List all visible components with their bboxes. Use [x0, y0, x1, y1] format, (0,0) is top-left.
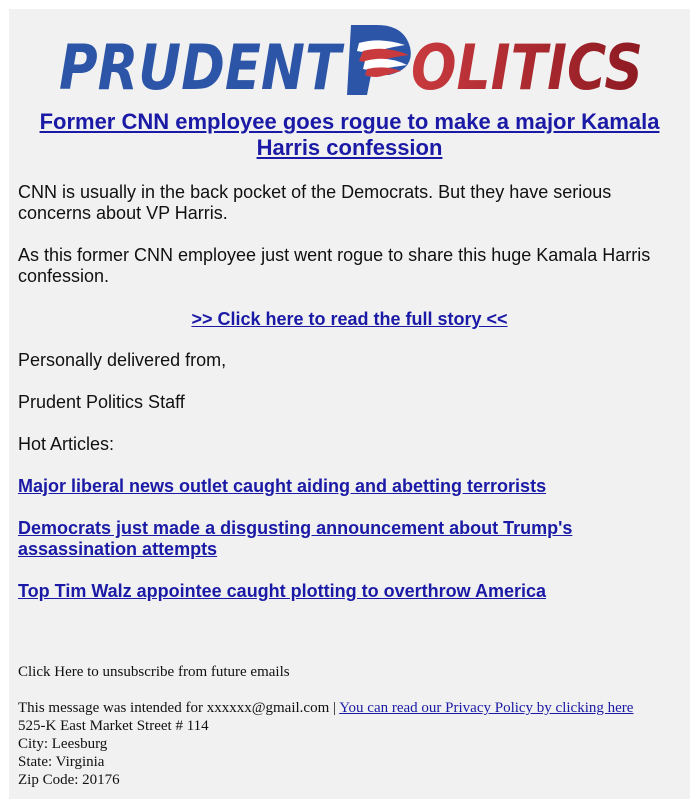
zip-line: Zip Code: 20176 — [18, 772, 120, 788]
delivered-from-text: Personally delivered from, — [18, 350, 227, 370]
prudent-politics-logo[interactable] — [59, 17, 659, 105]
intended-recipient-line — [18, 699, 680, 717]
logo-p-flag-icon — [347, 25, 411, 95]
signature-text: Prudent Politics Staff — [18, 392, 185, 412]
city-line: City: Leesburg — [18, 736, 108, 752]
address-line: 525-K East Market Street # 114 — [18, 718, 209, 734]
hot-article-link-3[interactable]: Top Tim Walz appointee caught plotting to overthrow America — [18, 581, 547, 601]
hot-article-link-1[interactable]: Major liberal news outlet caught aiding and abetting terrorists — [18, 476, 547, 496]
body-paragraph-2: As this former CNN employee just went rogue to share this huge Kamala Harris confession. — [18, 245, 651, 286]
hot-articles-heading: Hot Articles: — [18, 434, 115, 454]
headline-link[interactable]: Former CNN employee goes rogue to make a major Kamala Harris confession — [39, 109, 660, 160]
body-paragraph-1: CNN is usually in the back pocket of the Democrats. But they have serious concerns about VP Harris. — [18, 182, 612, 223]
state-line: State: Virginia — [18, 754, 105, 770]
email-body — [9, 9, 690, 799]
privacy-policy-link[interactable]: You can read our Privacy Policy by clicking here — [339, 700, 634, 716]
logo-word-olitics: OLITICS — [411, 31, 643, 104]
logo-word-prudent: PRUDENT — [59, 31, 345, 104]
unsubscribe-link[interactable]: Click Here to unsubscribe from future emails — [18, 664, 290, 680]
read-full-story-link[interactable]: >> Click here to read the full story << — [191, 309, 508, 329]
hot-article-link-2[interactable]: Democrats just made a disgusting announcement about Trump's assassination attempts — [18, 518, 573, 559]
footer-info — [18, 699, 680, 789]
intended-recipient-text: This message was intended for xxxxxx@gmail.com | — [18, 700, 340, 716]
